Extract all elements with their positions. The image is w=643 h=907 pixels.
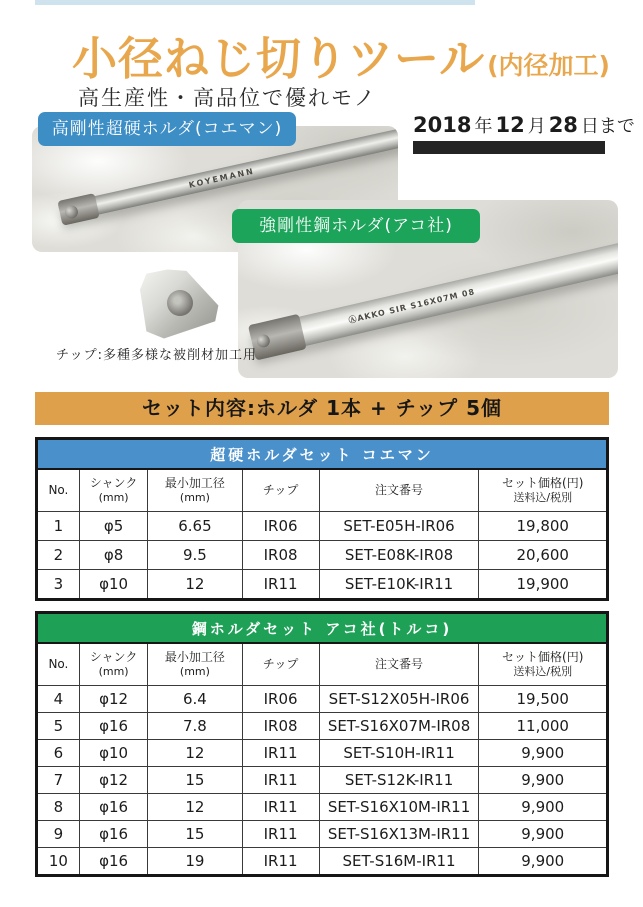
insert-screw-icon: [256, 333, 272, 349]
page-subtitle: 高生産性・高品位で優れモノ: [78, 86, 377, 110]
table-cell: 20,600: [479, 541, 608, 570]
table-cell: 1: [37, 512, 80, 541]
table-cell: 12: [148, 794, 242, 821]
table-cell: SET-S16X10M-IR11: [319, 794, 479, 821]
deadline-underline-bar: [413, 141, 605, 154]
table-cell: 15: [148, 821, 242, 848]
table-cell: 19: [148, 848, 242, 876]
table-row: [37, 821, 608, 848]
table-cell: 9,900: [479, 740, 608, 767]
table-cell: φ12: [79, 767, 148, 794]
table-row: [37, 541, 608, 570]
label-carbide-holder: 高剛性超硬ホルダ(コエマン): [38, 112, 296, 146]
table-cell: φ12: [79, 686, 148, 713]
column-header: No.: [37, 643, 80, 686]
table-cell: SET-S16X13M-IR11: [319, 821, 479, 848]
table-cell: 2: [37, 541, 80, 570]
table-cell: IR11: [242, 794, 319, 821]
top-accent-strip: [35, 0, 475, 5]
carbide-set-table: [35, 437, 609, 601]
table-cell: SET-E08K-IR08: [319, 541, 479, 570]
table-cell: 19,900: [479, 570, 608, 600]
table-cell: 6.4: [148, 686, 242, 713]
column-header: チップ: [242, 643, 319, 686]
table-cell: 4: [37, 686, 80, 713]
table-row: [37, 848, 608, 876]
table-cell: 11,000: [479, 713, 608, 740]
column-header: セット価格(円) 送料込/税別: [479, 643, 608, 686]
table-cell: IR11: [242, 767, 319, 794]
table-cell: 9,900: [479, 821, 608, 848]
column-header: セット価格(円) 送料込/税別: [479, 469, 608, 512]
column-header: 最小加工径 (mm): [148, 643, 242, 686]
table-cell: 10: [37, 848, 80, 876]
table-cell: SET-S16X07M-IR08: [319, 713, 479, 740]
column-header: 注文番号: [319, 643, 479, 686]
deadline-year: 2018: [413, 113, 472, 137]
table-cell: φ5: [79, 512, 148, 541]
steel-brand-engraving: ⒶAKKO SIR S16X07M 08: [347, 287, 476, 326]
table-header-row: [37, 643, 608, 686]
table-row: [37, 512, 608, 541]
table-cell: φ16: [79, 848, 148, 876]
carbide-brand-engraving: KOYEMANN: [187, 165, 256, 190]
table-cell: SET-S12X05H-IR06: [319, 686, 479, 713]
table-cell: 6.65: [148, 512, 242, 541]
table-cell: 9.5: [148, 541, 242, 570]
table-cell: IR11: [242, 570, 319, 600]
table-row: [37, 767, 608, 794]
table-cell: 6: [37, 740, 80, 767]
table-cell: SET-E05H-IR06: [319, 512, 479, 541]
table-header-row: [37, 469, 608, 512]
table-row: [37, 570, 608, 600]
table-row: [37, 794, 608, 821]
steel-set-table: [35, 611, 609, 877]
deadline-day-unit: 日まで: [580, 116, 635, 137]
table-cell: 7.8: [148, 713, 242, 740]
table-cell: 12: [148, 740, 242, 767]
column-header: No.: [37, 469, 80, 512]
table-cell: 5: [37, 713, 80, 740]
table-row: [37, 740, 608, 767]
table-row: [37, 713, 608, 740]
column-header: 最小加工径 (mm): [148, 469, 242, 512]
table-cell: φ10: [79, 740, 148, 767]
table-cell: 9: [37, 821, 80, 848]
table-cell: IR11: [242, 821, 319, 848]
table-cell: 9,900: [479, 794, 608, 821]
table-cell: IR11: [242, 740, 319, 767]
table-cell: 19,500: [479, 686, 608, 713]
table-cell: IR06: [242, 512, 319, 541]
table-cell: IR06: [242, 686, 319, 713]
chip-caption: チップ:多種多様な被削材加工用: [56, 348, 257, 363]
set-contents-banner: セット内容:ホルダ 1本 + チップ 5個: [35, 392, 609, 425]
table-cell: φ10: [79, 570, 148, 600]
deadline-month: 12: [495, 113, 525, 137]
column-header: シャンク (mm): [79, 643, 148, 686]
table-cell: 9,900: [479, 767, 608, 794]
deadline-date: [413, 112, 638, 138]
deadline-year-unit: 年: [474, 116, 493, 137]
tool-head: [57, 193, 100, 226]
table-cell: 8: [37, 794, 80, 821]
table-cell: φ16: [79, 821, 148, 848]
table-cell: 9,900: [479, 848, 608, 876]
table-cell: 7: [37, 767, 80, 794]
page-title: [72, 22, 610, 87]
table-cell: SET-S10H-IR11: [319, 740, 479, 767]
page-title-note: (内径加工): [487, 51, 610, 80]
column-header: シャンク (mm): [79, 469, 148, 512]
table-cell: φ8: [79, 541, 148, 570]
deadline-day: 28: [548, 113, 578, 137]
column-header: チップ: [242, 469, 319, 512]
insert-chip-image: [140, 268, 220, 340]
table-cell: IR08: [242, 713, 319, 740]
table-cell: φ16: [79, 794, 148, 821]
table-cell: SET-E10K-IR11: [319, 570, 479, 600]
label-steel-holder: 強剛性鋼ホルダ(アコ社): [232, 209, 480, 243]
table-cell: IR08: [242, 541, 319, 570]
insert-screw-icon: [64, 204, 80, 220]
table-cell: 12: [148, 570, 242, 600]
table-cell: IR11: [242, 848, 319, 876]
table-title: 鋼ホルダセット アコ社(トルコ): [37, 613, 608, 644]
table-cell: 15: [148, 767, 242, 794]
table-cell: φ16: [79, 713, 148, 740]
table-row: [37, 686, 608, 713]
column-header: 注文番号: [319, 469, 479, 512]
steel-holder-tool-image: [249, 236, 618, 357]
table-title: 超硬ホルダセット コエマン: [37, 439, 608, 470]
page-title-main: 小径ねじ切りツール: [72, 32, 486, 85]
table-cell: 3: [37, 570, 80, 600]
table-cell: SET-S16M-IR11: [319, 848, 479, 876]
chip-hole: [167, 290, 193, 316]
table-cell: SET-S12K-IR11: [319, 767, 479, 794]
table-cell: 19,800: [479, 512, 608, 541]
deadline-month-unit: 月: [527, 116, 546, 137]
